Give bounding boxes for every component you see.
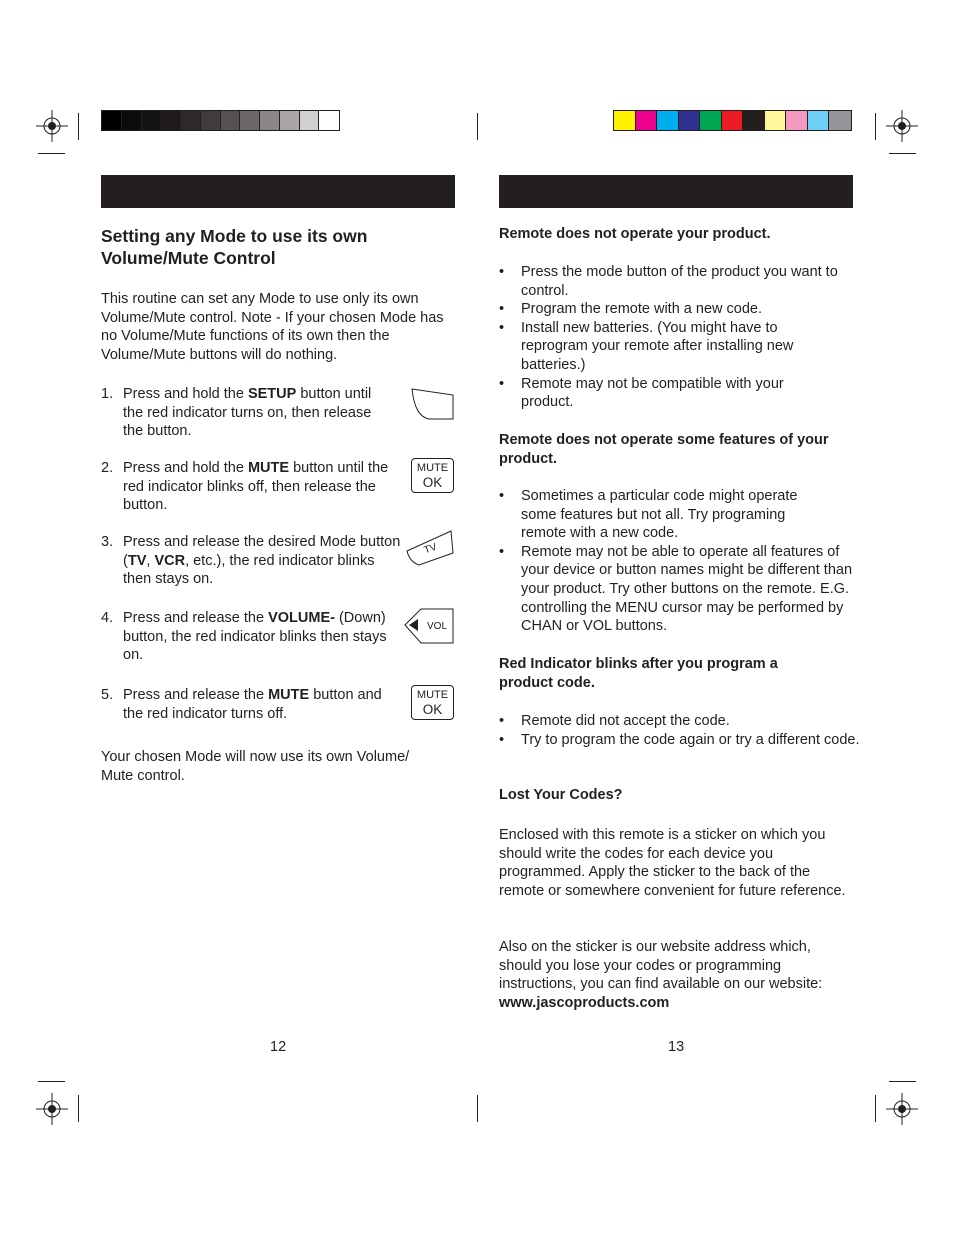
right-header-bar (499, 175, 853, 208)
step-number: 2. (101, 460, 114, 476)
step-number: 1. (101, 386, 114, 402)
lost-codes-paragraph: Enclosed with this remote is a sticker on which you should write the codes for each device you programmed. Apply the sticker to the back of the remote or somewhere convenient for future reference. (499, 827, 846, 899)
page-number: 12 (270, 1039, 287, 1055)
color-swatch (260, 111, 280, 130)
list-item: • Program the remote with a new code. (499, 300, 859, 319)
tv-label: TV (422, 541, 439, 557)
troubleshoot-list (499, 263, 859, 412)
list-item: • Try to program the code again or try a different code. (499, 731, 861, 750)
step-number: 4. (101, 610, 114, 626)
color-swatch (181, 111, 201, 130)
volume-down-button-icon (403, 605, 455, 645)
troubleshoot-heading: Remote does not operate your product. (499, 226, 771, 242)
list-item: • Sometimes a particular code might operate some features but not all. Try programing remote with a new code. (499, 487, 826, 543)
step-text: Press and release the VOLUME- (Down) button, the red indicator blinks then stays on. (123, 610, 387, 664)
website-link[interactable]: www.jascoproducts.com (499, 994, 670, 1011)
color-swatch (808, 111, 830, 130)
color-swatch (657, 111, 679, 130)
section-title (101, 225, 456, 269)
color-swatch (221, 111, 241, 130)
color-swatch (700, 111, 722, 130)
vol-label: VOL (427, 621, 448, 632)
mute-label: MUTE (416, 462, 449, 474)
setup-button-icon (411, 387, 455, 421)
step-2 (101, 459, 456, 519)
list-item: • Remote may not be able to operate all features of your device or button names might be different than your product. Try other buttons on the remote. E.G. controlling the MENU cursor may be performed by CHAN or VOL buttons. (499, 543, 861, 636)
color-swatch (142, 111, 162, 130)
registration-target-icon (36, 110, 68, 142)
step-1 (101, 385, 456, 445)
color-swatch (319, 111, 339, 130)
step-text: Press and hold the SETUP button until the red indicator turns on, then release the button. (123, 386, 372, 440)
page-number: 13 (668, 1039, 685, 1055)
mute-button-icon (411, 458, 454, 493)
title-line: Setting any Mode to use its own (101, 226, 368, 246)
step-text: Press and release the desired Mode button (TV, VCR, etc.), the red indicator blinks then stays on. (123, 534, 401, 588)
color-swatch (102, 111, 122, 130)
color-swatch (161, 111, 181, 130)
color-bar (613, 110, 852, 131)
step-text: Press and hold the MUTE button until the red indicator blinks off, then release the button. (123, 460, 389, 514)
lost-codes-heading: Lost Your Codes? (499, 787, 623, 803)
list-item: • Install new batteries. (You might have to reprogram your remote after installing new batteries.) (499, 319, 821, 375)
tv-button-icon (405, 527, 455, 567)
intro-paragraph: This routine can set any Mode to use only its own Volume/Mute control. Note - If your chosen Mode has no Volume/Mute functions of its own then the Volume/Mute buttons will do nothing. (101, 291, 444, 363)
mute-label: MUTE (416, 689, 449, 701)
color-swatch (829, 111, 851, 130)
title-line: Volume/Mute Control (101, 248, 276, 268)
step-number: 3. (101, 534, 114, 550)
left-page (101, 225, 456, 784)
registration-target-icon (36, 1093, 68, 1125)
registration-target-icon (886, 1093, 918, 1125)
step-number: 5. (101, 687, 114, 703)
list-item: • Press the mode button of the product you want to control. (499, 263, 859, 300)
color-swatch (240, 111, 260, 130)
ok-label: OK (422, 702, 443, 717)
left-header-bar (101, 175, 455, 208)
color-swatch (786, 111, 808, 130)
list-item: • Remote may not be compatible with your product. (499, 375, 821, 412)
grayscale-bar (101, 110, 340, 131)
troubleshoot-heading: Remote does not operate some features of your product. (499, 432, 829, 467)
mute-button-icon (411, 685, 454, 720)
troubleshoot-list (499, 712, 859, 749)
color-swatch (614, 111, 636, 130)
step-5 (101, 686, 456, 726)
color-swatch (636, 111, 658, 130)
website-intro: Also on the sticker is our website address which, should you lose your codes or programming instructions, you can find available on our website: (499, 939, 823, 993)
troubleshoot-list (499, 487, 859, 636)
ok-label: OK (422, 475, 443, 490)
website-paragraph (499, 938, 844, 1012)
registration-target-icon (886, 110, 918, 142)
color-swatch (679, 111, 701, 130)
color-swatch (122, 111, 142, 130)
color-swatch (765, 111, 787, 130)
step-3 (101, 533, 456, 593)
troubleshoot-heading: Red Indicator blinks after you program a product code. (499, 656, 778, 691)
step-text: Press and release the MUTE button and the red indicator turns off. (123, 687, 382, 722)
list-item: • Remote did not accept the code. (499, 712, 859, 731)
closing-paragraph: Your chosen Mode will now use its own Volume/ Mute control. (101, 749, 410, 784)
color-swatch (722, 111, 744, 130)
color-swatch (300, 111, 320, 130)
color-swatch (201, 111, 221, 130)
color-swatch (280, 111, 300, 130)
color-swatch (743, 111, 765, 130)
